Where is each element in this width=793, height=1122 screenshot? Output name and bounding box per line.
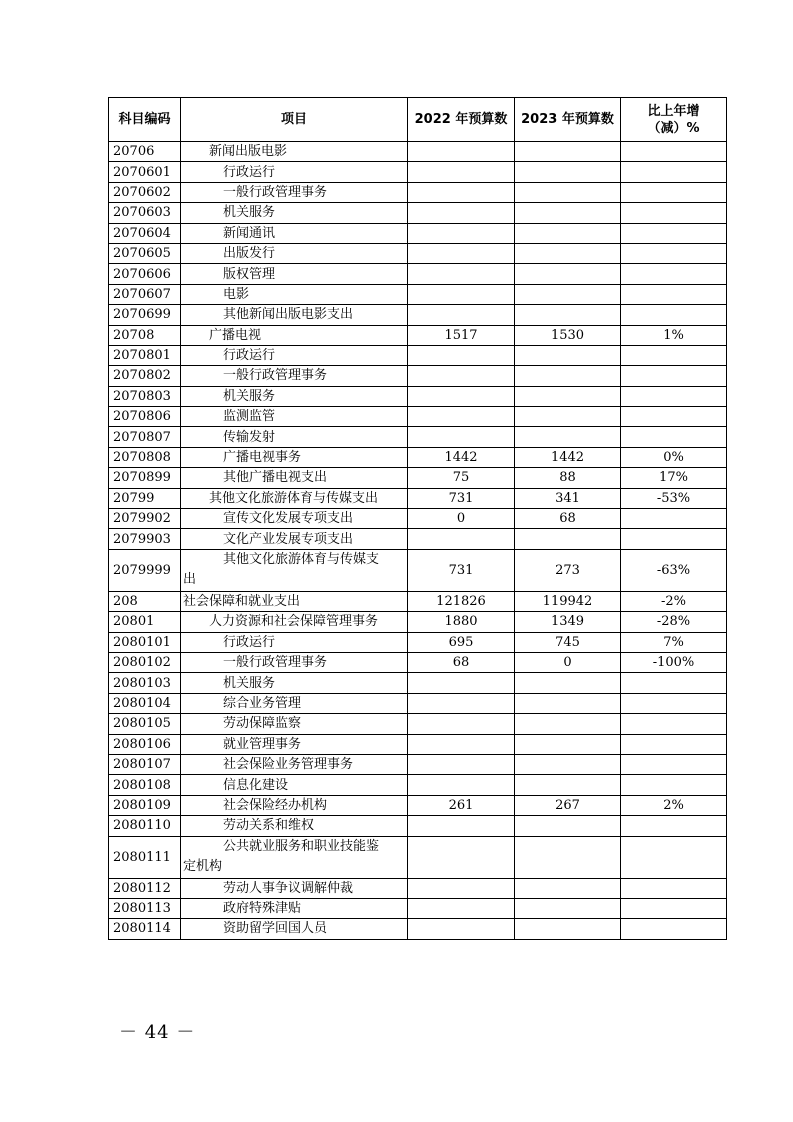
cell-item: 劳动人事争议调解仲裁 bbox=[181, 878, 408, 898]
cell-item: 社会保险业务管理事务 bbox=[181, 754, 408, 774]
cell-2022 bbox=[408, 386, 515, 406]
cell-item: 传输发射 bbox=[181, 427, 408, 447]
cell-2022 bbox=[408, 427, 515, 447]
cell-change bbox=[621, 264, 727, 284]
cell-change bbox=[621, 673, 727, 693]
cell-change: 17% bbox=[621, 468, 727, 488]
cell-code: 2070603 bbox=[109, 203, 181, 223]
cell-item: 机关服务 bbox=[181, 386, 408, 406]
header-change-line1: 比上年增 bbox=[647, 103, 700, 119]
cell-code: 2070604 bbox=[109, 223, 181, 243]
cell-code: 2080107 bbox=[109, 754, 181, 774]
cell-2022: 121826 bbox=[408, 591, 515, 611]
cell-2022: 731 bbox=[408, 549, 515, 591]
cell-2023 bbox=[515, 754, 621, 774]
cell-2022 bbox=[408, 366, 515, 386]
cell-2023 bbox=[515, 203, 621, 223]
cell-2022 bbox=[408, 243, 515, 263]
cell-2023: 68 bbox=[515, 509, 621, 529]
cell-code: 2080109 bbox=[109, 795, 181, 815]
page-number: － 44 － bbox=[119, 1022, 196, 1043]
cell-change bbox=[621, 305, 727, 325]
header-2022: 2022 年预算数 bbox=[408, 98, 515, 142]
cell-code: 2080104 bbox=[109, 693, 181, 713]
table-row bbox=[109, 243, 727, 263]
cell-change bbox=[621, 878, 727, 898]
cell-change bbox=[621, 182, 727, 202]
table-row bbox=[109, 447, 727, 467]
cell-2022: 261 bbox=[408, 795, 515, 815]
table-row bbox=[109, 612, 727, 632]
table-row bbox=[109, 775, 727, 795]
table-row bbox=[109, 714, 727, 734]
cell-2023 bbox=[515, 714, 621, 734]
table-row bbox=[109, 223, 727, 243]
cell-item: 综合业务管理 bbox=[181, 693, 408, 713]
cell-2022: 1880 bbox=[408, 612, 515, 632]
cell-change bbox=[621, 714, 727, 734]
cell-2022 bbox=[408, 816, 515, 836]
cell-item: 劳动保障监察 bbox=[181, 714, 408, 734]
cell-change bbox=[621, 754, 727, 774]
table-row bbox=[109, 816, 727, 836]
cell-item: 一般行政管理事务 bbox=[181, 182, 408, 202]
cell-item: 资助留学回国人员 bbox=[181, 919, 408, 939]
cell-item: 社会保障和就业支出 bbox=[181, 591, 408, 611]
budget-table bbox=[108, 97, 727, 940]
cell-2023: 1442 bbox=[515, 447, 621, 467]
table-row bbox=[109, 162, 727, 182]
cell-item: 版权管理 bbox=[181, 264, 408, 284]
cell-code: 20799 bbox=[109, 488, 181, 508]
cell-code: 208 bbox=[109, 591, 181, 611]
cell-code: 2080101 bbox=[109, 632, 181, 652]
cell-item: 一般行政管理事务 bbox=[181, 366, 408, 386]
cell-item bbox=[181, 549, 408, 591]
table-body bbox=[109, 142, 727, 940]
cell-change bbox=[621, 386, 727, 406]
cell-change bbox=[621, 407, 727, 427]
cell-2023 bbox=[515, 775, 621, 795]
table-row bbox=[109, 468, 727, 488]
cell-item: 新闻出版电影 bbox=[181, 142, 408, 162]
cell-2022 bbox=[408, 264, 515, 284]
header-item: 项目 bbox=[181, 98, 408, 142]
cell-change bbox=[621, 509, 727, 529]
header-change bbox=[621, 98, 727, 142]
cell-code: 2070601 bbox=[109, 162, 181, 182]
table-row bbox=[109, 673, 727, 693]
cell-code: 2079903 bbox=[109, 529, 181, 549]
cell-code: 2080103 bbox=[109, 673, 181, 693]
cell-code: 2070801 bbox=[109, 345, 181, 365]
cell-item: 新闻通讯 bbox=[181, 223, 408, 243]
table-row bbox=[109, 264, 727, 284]
cell-2023 bbox=[515, 182, 621, 202]
cell-2023 bbox=[515, 529, 621, 549]
cell-2023 bbox=[515, 407, 621, 427]
table-row bbox=[109, 795, 727, 815]
cell-change: -2% bbox=[621, 591, 727, 611]
cell-2023 bbox=[515, 734, 621, 754]
table-row bbox=[109, 488, 727, 508]
table-row bbox=[109, 284, 727, 304]
cell-2022: 0 bbox=[408, 509, 515, 529]
cell-item: 机关服务 bbox=[181, 673, 408, 693]
table-row bbox=[109, 509, 727, 529]
cell-item bbox=[181, 836, 408, 878]
table-row bbox=[109, 345, 727, 365]
cell-2023 bbox=[515, 162, 621, 182]
cell-item: 电影 bbox=[181, 284, 408, 304]
cell-change bbox=[621, 775, 727, 795]
cell-change bbox=[621, 836, 727, 878]
table-header-row bbox=[109, 98, 727, 142]
cell-code: 2080112 bbox=[109, 878, 181, 898]
cell-2022 bbox=[408, 898, 515, 918]
cell-item-line2: 出 bbox=[183, 572, 197, 588]
cell-code: 2080102 bbox=[109, 652, 181, 672]
cell-code: 2070802 bbox=[109, 366, 181, 386]
cell-2022: 68 bbox=[408, 652, 515, 672]
table-row bbox=[109, 878, 727, 898]
cell-change bbox=[621, 223, 727, 243]
cell-2022 bbox=[408, 529, 515, 549]
table-row bbox=[109, 632, 727, 652]
table-row bbox=[109, 652, 727, 672]
table-row bbox=[109, 305, 727, 325]
cell-change: -100% bbox=[621, 652, 727, 672]
cell-2023: 745 bbox=[515, 632, 621, 652]
cell-item: 宣传文化发展专项支出 bbox=[181, 509, 408, 529]
cell-code: 20708 bbox=[109, 325, 181, 345]
cell-2023 bbox=[515, 836, 621, 878]
table-row bbox=[109, 386, 727, 406]
cell-code: 20706 bbox=[109, 142, 181, 162]
cell-change bbox=[621, 816, 727, 836]
cell-item: 机关服务 bbox=[181, 203, 408, 223]
cell-2023 bbox=[515, 898, 621, 918]
table-row bbox=[109, 836, 727, 878]
cell-item: 广播电视 bbox=[181, 325, 408, 345]
cell-2022: 75 bbox=[408, 468, 515, 488]
header-code: 科目编码 bbox=[109, 98, 181, 142]
cell-2022 bbox=[408, 754, 515, 774]
cell-code: 2070602 bbox=[109, 182, 181, 202]
table-row bbox=[109, 754, 727, 774]
cell-change bbox=[621, 203, 727, 223]
cell-2023 bbox=[515, 345, 621, 365]
cell-2022 bbox=[408, 203, 515, 223]
table-row bbox=[109, 366, 727, 386]
table-row bbox=[109, 591, 727, 611]
cell-code: 2070899 bbox=[109, 468, 181, 488]
cell-item: 信息化建设 bbox=[181, 775, 408, 795]
cell-item: 社会保险经办机构 bbox=[181, 795, 408, 815]
cell-2022 bbox=[408, 162, 515, 182]
cell-change bbox=[621, 734, 727, 754]
cell-2022 bbox=[408, 878, 515, 898]
cell-change: 1% bbox=[621, 325, 727, 345]
cell-item: 监测监管 bbox=[181, 407, 408, 427]
cell-2023: 1349 bbox=[515, 612, 621, 632]
cell-code: 2080114 bbox=[109, 919, 181, 939]
table-row bbox=[109, 898, 727, 918]
cell-code: 2080110 bbox=[109, 816, 181, 836]
cell-item: 行政运行 bbox=[181, 632, 408, 652]
cell-change bbox=[621, 693, 727, 713]
cell-change bbox=[621, 529, 727, 549]
cell-item: 其他广播电视支出 bbox=[181, 468, 408, 488]
cell-change: 7% bbox=[621, 632, 727, 652]
cell-2023: 88 bbox=[515, 468, 621, 488]
cell-2022: 1442 bbox=[408, 447, 515, 467]
cell-2022: 731 bbox=[408, 488, 515, 508]
cell-change bbox=[621, 919, 727, 939]
cell-2022 bbox=[408, 693, 515, 713]
table-row bbox=[109, 734, 727, 754]
cell-2023: 1530 bbox=[515, 325, 621, 345]
cell-item: 就业管理事务 bbox=[181, 734, 408, 754]
cell-code: 2079902 bbox=[109, 509, 181, 529]
cell-change bbox=[621, 243, 727, 263]
cell-change: -53% bbox=[621, 488, 727, 508]
cell-change bbox=[621, 142, 727, 162]
cell-2023: 119942 bbox=[515, 591, 621, 611]
cell-item-line2: 定机构 bbox=[183, 859, 223, 874]
cell-item: 其他新闻出版电影支出 bbox=[181, 305, 408, 325]
cell-code: 2070606 bbox=[109, 264, 181, 284]
cell-2023 bbox=[515, 305, 621, 325]
cell-2022 bbox=[408, 734, 515, 754]
cell-item: 出版发行 bbox=[181, 243, 408, 263]
table-row bbox=[109, 427, 727, 447]
header-change-line2: （减）% bbox=[647, 120, 700, 136]
table-row bbox=[109, 407, 727, 427]
cell-item: 政府特殊津贴 bbox=[181, 898, 408, 918]
cell-2023: 341 bbox=[515, 488, 621, 508]
cell-2022 bbox=[408, 407, 515, 427]
table-row bbox=[109, 919, 727, 939]
table-row bbox=[109, 325, 727, 345]
cell-2023: 0 bbox=[515, 652, 621, 672]
cell-code: 2070699 bbox=[109, 305, 181, 325]
cell-2022: 1517 bbox=[408, 325, 515, 345]
table-row bbox=[109, 203, 727, 223]
cell-change: -28% bbox=[621, 612, 727, 632]
cell-code: 2080106 bbox=[109, 734, 181, 754]
cell-2023 bbox=[515, 142, 621, 162]
cell-2022 bbox=[408, 284, 515, 304]
cell-code: 2080105 bbox=[109, 714, 181, 734]
cell-2022 bbox=[408, 345, 515, 365]
cell-change bbox=[621, 898, 727, 918]
cell-2023 bbox=[515, 264, 621, 284]
cell-2022: 695 bbox=[408, 632, 515, 652]
cell-2023 bbox=[515, 243, 621, 263]
cell-2022 bbox=[408, 673, 515, 693]
cell-code: 2070607 bbox=[109, 284, 181, 304]
cell-2022 bbox=[408, 223, 515, 243]
cell-2023 bbox=[515, 816, 621, 836]
cell-2023: 273 bbox=[515, 549, 621, 591]
cell-item: 劳动关系和维权 bbox=[181, 816, 408, 836]
cell-code: 2070803 bbox=[109, 386, 181, 406]
table-row bbox=[109, 529, 727, 549]
table-row bbox=[109, 142, 727, 162]
cell-change: 2% bbox=[621, 795, 727, 815]
cell-item: 其他文化旅游体育与传媒支出 bbox=[181, 488, 408, 508]
cell-2023: 267 bbox=[515, 795, 621, 815]
cell-2023 bbox=[515, 919, 621, 939]
cell-item: 文化产业发展专项支出 bbox=[181, 529, 408, 549]
cell-2023 bbox=[515, 693, 621, 713]
cell-change: -63% bbox=[621, 549, 727, 591]
cell-2023 bbox=[515, 878, 621, 898]
cell-code: 2070808 bbox=[109, 447, 181, 467]
table-row bbox=[109, 182, 727, 202]
table-row bbox=[109, 693, 727, 713]
cell-change bbox=[621, 427, 727, 447]
cell-code: 2080108 bbox=[109, 775, 181, 795]
header-2023: 2023 年预算数 bbox=[515, 98, 621, 142]
cell-item: 人力资源和社会保障管理事务 bbox=[181, 612, 408, 632]
cell-code: 2070807 bbox=[109, 427, 181, 447]
cell-item: 一般行政管理事务 bbox=[181, 652, 408, 672]
cell-change bbox=[621, 345, 727, 365]
cell-change bbox=[621, 284, 727, 304]
cell-change bbox=[621, 162, 727, 182]
cell-change bbox=[621, 366, 727, 386]
cell-2023 bbox=[515, 223, 621, 243]
cell-item: 广播电视事务 bbox=[181, 447, 408, 467]
cell-code: 2070806 bbox=[109, 407, 181, 427]
cell-2022 bbox=[408, 142, 515, 162]
cell-2023 bbox=[515, 366, 621, 386]
cell-item-line1: 其他文化旅游体育与传媒支 bbox=[223, 552, 380, 568]
cell-2022 bbox=[408, 714, 515, 734]
cell-2023 bbox=[515, 673, 621, 693]
cell-code: 20801 bbox=[109, 612, 181, 632]
cell-2022 bbox=[408, 182, 515, 202]
cell-2023 bbox=[515, 427, 621, 447]
cell-item-line1: 公共就业服务和职业技能鉴 bbox=[223, 839, 380, 854]
cell-2022 bbox=[408, 305, 515, 325]
cell-2023 bbox=[515, 386, 621, 406]
cell-2022 bbox=[408, 775, 515, 795]
cell-code: 2079999 bbox=[109, 549, 181, 591]
cell-2023 bbox=[515, 284, 621, 304]
cell-2022 bbox=[408, 836, 515, 878]
table-row bbox=[109, 549, 727, 591]
cell-code: 2080113 bbox=[109, 898, 181, 918]
cell-2022 bbox=[408, 919, 515, 939]
cell-code: 2070605 bbox=[109, 243, 181, 263]
cell-item: 行政运行 bbox=[181, 162, 408, 182]
cell-item: 行政运行 bbox=[181, 345, 408, 365]
cell-change: 0% bbox=[621, 447, 727, 467]
cell-code: 2080111 bbox=[109, 836, 181, 878]
